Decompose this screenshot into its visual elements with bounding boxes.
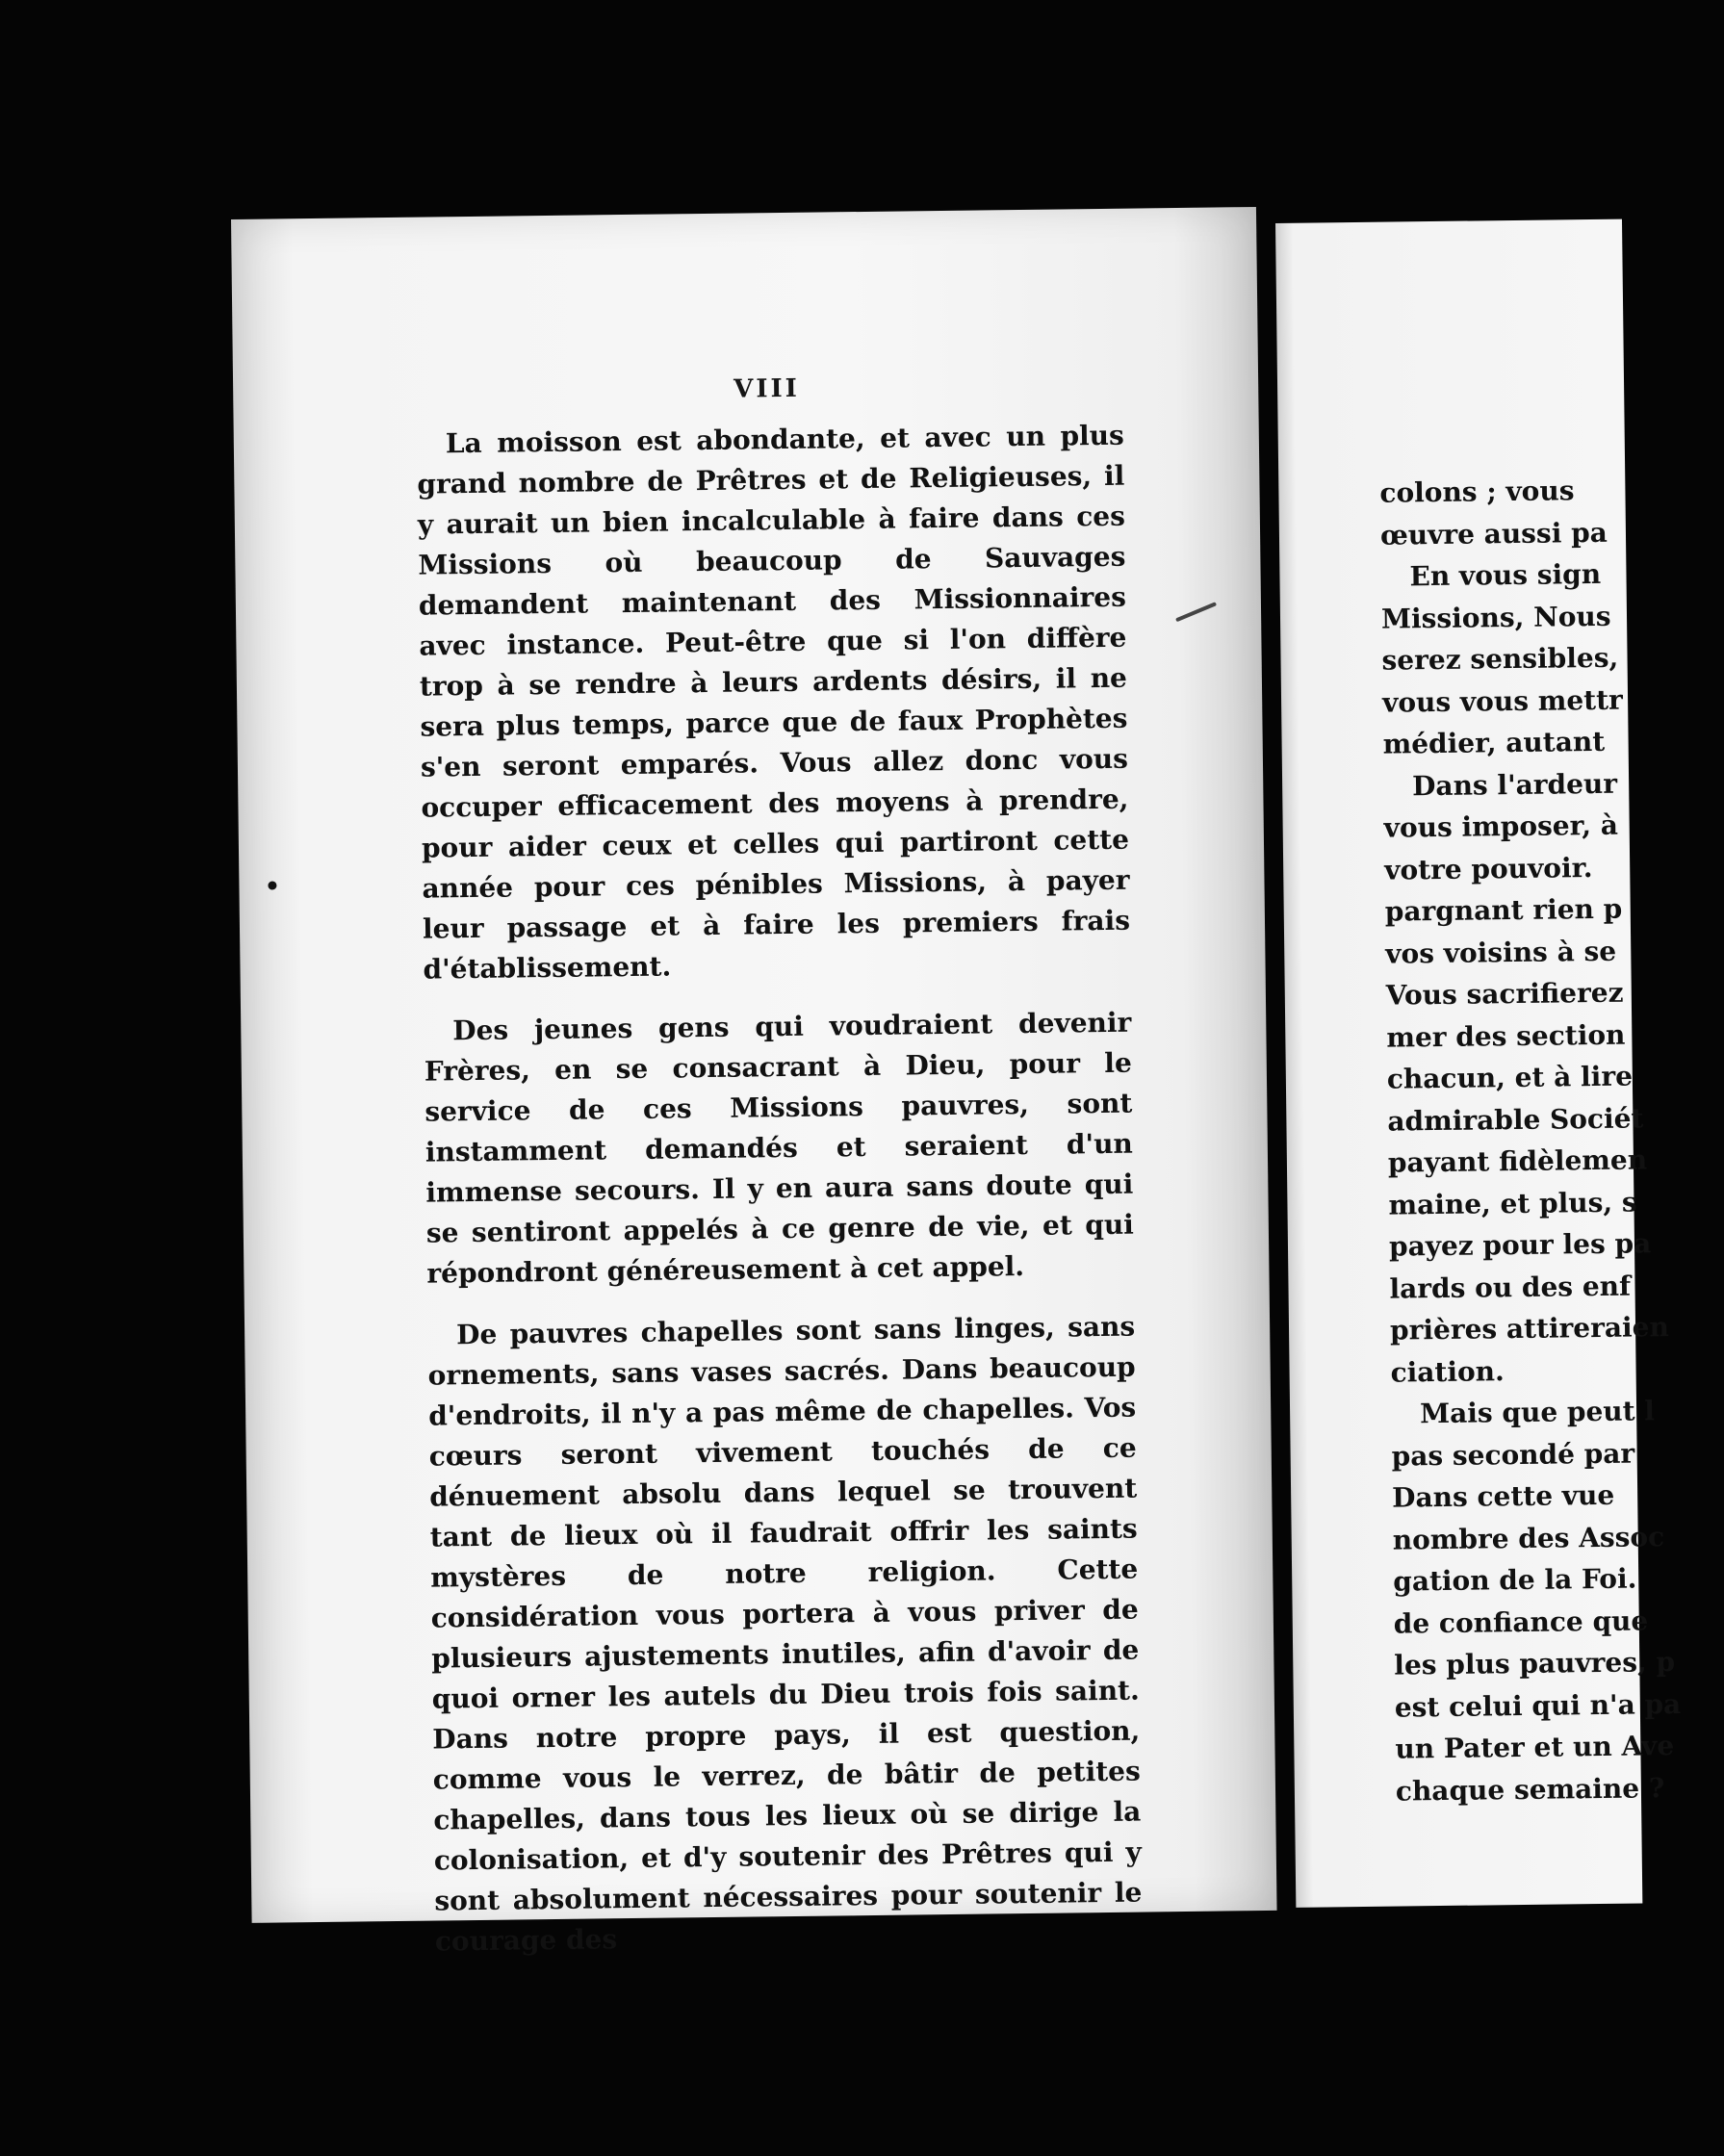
right-page-line: gation de la Foi. bbox=[1393, 1562, 1637, 1598]
right-page bbox=[1275, 219, 1682, 1908]
right-page-text bbox=[1379, 469, 1723, 1812]
page-number: VIII bbox=[733, 373, 801, 404]
right-page-line: œuvre aussi pa bbox=[1379, 516, 1608, 552]
paragraph-1: La moisson est abondante, et avec un plus grand nombre de Prêtres et de Religieuses, il y aurait un bien incalculable à faire dans ces Missions où beaucoup de Sauvages demandent maintenant des Missionnaires avec instance. Peut-être que si l'on diffère trop à se rendre à leurs ardents désirs, il ne sera plus temps, parce que de faux Prophètes s'en seront emparés. Vous allez donc vous occuper efficacement des moyens à prendre, pour aider ceux et celles qui partiront cette année pour ces pénibles Missions, à payer leur passage et à faire les premiers frais d'établissement. bbox=[417, 419, 1131, 986]
right-page-line: est celui qui n'a pa bbox=[1394, 1687, 1682, 1724]
right-page-line: Mais que peut l bbox=[1419, 1395, 1656, 1430]
right-page-line: En vous sign bbox=[1409, 557, 1602, 593]
right-page-line: ciation. bbox=[1390, 1354, 1505, 1389]
right-page-line: les plus pauvres, p bbox=[1394, 1646, 1676, 1681]
right-page-line: un Pater et un Ave bbox=[1395, 1730, 1675, 1765]
margin-speck bbox=[268, 881, 276, 889]
right-page-line: nombre des Assoc bbox=[1392, 1520, 1665, 1556]
right-page-line: maine, et plus, s bbox=[1388, 1185, 1637, 1221]
right-page-line: prières attireraien bbox=[1389, 1311, 1670, 1347]
paragraph-3: De pauvres chapelles sont sans linges, sans ornements, sans vases sacrés. Dans beaucoup d'endroits, il n'y a pas même de chapelles. Vos cœurs seront vivement touchés de ce dénuement absolu dans lequel se trouvent tant de lieux où il faudrait offrir les saints mystères de notre religion. Cette considération vous portera à vous priver de plusieurs ajustements inutiles, afin d'avoir de quoi orner les autels du Dieu trois fois saint. Dans notre propre pays, il est question, comme vous le verrez, de bâtir de petites chapelles, dans tous les lieux où se dirige la colonisation, et d'y soutenir des Prêtres qui y sont absolument nécessaires pour soutenir le courage des bbox=[427, 1310, 1143, 1958]
right-page-line: serez sensibles, bbox=[1381, 641, 1619, 677]
right-page-line: Dans cette vue bbox=[1391, 1478, 1615, 1514]
right-page-line: pargnant rien p bbox=[1384, 892, 1623, 928]
right-page-line: Missions, Nous bbox=[1380, 600, 1611, 635]
body-text bbox=[417, 416, 1144, 1984]
right-page-line: votre pouvoir. bbox=[1384, 851, 1593, 886]
right-page-line: colons ; vous bbox=[1379, 475, 1575, 509]
right-page-line: médier, autant bbox=[1382, 725, 1606, 760]
right-page-line: Dans l'ardeur bbox=[1411, 767, 1618, 802]
right-page-line: mer des section bbox=[1386, 1018, 1626, 1054]
right-page-line: de confiance que bbox=[1393, 1604, 1649, 1640]
right-page-line: payant fidèlemen bbox=[1387, 1143, 1648, 1179]
right-page-line: lards ou des enf bbox=[1389, 1270, 1632, 1305]
left-page bbox=[231, 207, 1277, 1958]
right-page-line: vos voisins à se bbox=[1385, 935, 1617, 970]
paragraph-2: Des jeunes gens qui voudraient devenir Frères, en se consacrant à Dieu, pour le service de ces Missions pauvres, sont instamment demandés et seraient d'un immense secours. Il y en aura sans doute qui se sentiront appelés à ce genre de vie, et qui répondront généreusement à cet appel. bbox=[424, 1006, 1135, 1290]
right-page-line: chaque semaine ? bbox=[1395, 1771, 1665, 1808]
ink-mark bbox=[1175, 602, 1217, 622]
right-page-line: admirable Sociét bbox=[1387, 1101, 1644, 1138]
right-page-line: pas secondé par bbox=[1391, 1437, 1635, 1473]
right-page-line: Vous sacrifierez bbox=[1385, 976, 1624, 1012]
right-page-line: vous imposer, à bbox=[1383, 808, 1619, 844]
right-page-line: payez pour les pa bbox=[1388, 1227, 1652, 1263]
right-page-line: vous vous mettr bbox=[1381, 683, 1623, 719]
right-page-line: chacun, et à lire bbox=[1386, 1060, 1634, 1095]
